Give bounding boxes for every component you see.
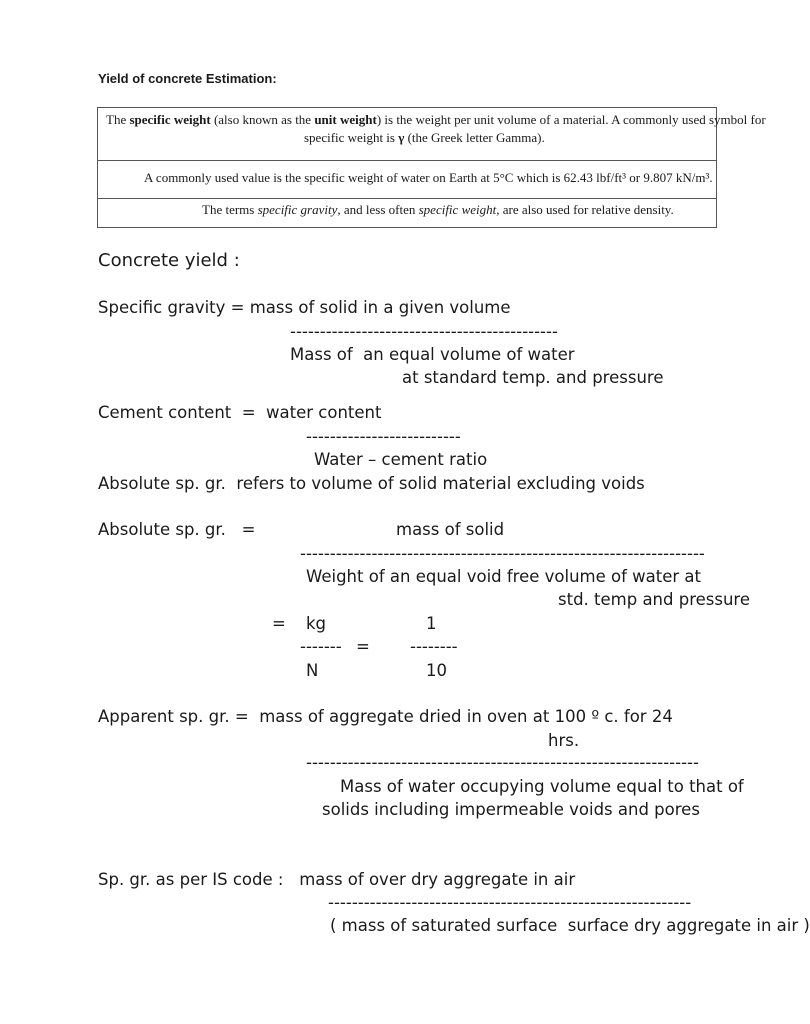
cement-content-formula: Cement content = water content [98, 403, 382, 422]
specific-gravity-term: specific gravity [257, 202, 338, 217]
units-divider-left: ------- [300, 637, 342, 656]
row3-text-a: The terms [202, 202, 258, 217]
row3-text-c: , are also used for relative density. [496, 202, 674, 217]
apparent-sp-gr-denominator-2: solids including impermeable voids and pores [322, 800, 700, 819]
row1-text-a: The [106, 112, 130, 127]
absolute-sp-gr-definition: Absolute sp. gr. refers to volume of solid material excluding voids [98, 474, 645, 493]
concrete-yield-title: Concrete yield : [98, 250, 240, 271]
row1-line2-text-a: specific weight is [304, 130, 399, 145]
is-code-sp-gr-divider: ------------------------------------------------------------- [328, 893, 692, 912]
absolute-sp-gr-label: Absolute sp. gr. = [98, 520, 256, 539]
table-row-water-value [98, 161, 716, 199]
cement-content-divider: -------------------------- [306, 427, 461, 446]
units-ten: 10 [426, 661, 447, 680]
document-heading: Yield of concrete Estimation: [98, 71, 277, 86]
table-row-specific-weight [98, 108, 766, 161]
definition-table [97, 107, 766, 228]
absolute-sp-gr-divider: -------------------------------------------------------------------- [300, 544, 705, 563]
units-one: 1 [426, 614, 437, 633]
row3-text [202, 202, 674, 218]
units-equals-sign: = [272, 614, 286, 633]
table-row-terms [98, 199, 716, 229]
row1-text-c: ) is the weight per unit volume of a material. A commonly used symbol for [376, 112, 766, 127]
units-n: N [306, 661, 319, 680]
absolute-sp-gr-numerator: mass of solid [396, 520, 505, 539]
specific-weight-italic-term: specific weight [418, 202, 497, 217]
units-divider-right: -------- [410, 637, 458, 656]
row1-line2 [304, 130, 545, 146]
specific-gravity-divider: --------------------------------------------- [290, 322, 558, 341]
apparent-sp-gr-denominator-1: Mass of water occupying volume equal to that of [340, 777, 744, 796]
apparent-sp-gr-hours: hrs. [548, 731, 580, 750]
row3-text-b: , and less often [337, 202, 419, 217]
unit-weight-term: unit weight [314, 112, 377, 127]
specific-weight-term: specific weight [129, 112, 211, 127]
specific-gravity-formula: Specific gravity = mass of solid in a given volume [98, 298, 511, 317]
row1-text-b: (also known as the [210, 112, 315, 127]
units-equals-sign-2: = [356, 637, 370, 656]
cement-content-denominator: Water – cement ratio [314, 450, 488, 469]
specific-gravity-denominator-2: at standard temp. and pressure [402, 368, 664, 387]
is-code-sp-gr-denominator: ( mass of saturated surface surface dry aggregate in air ) [330, 916, 810, 935]
apparent-sp-gr-formula: Apparent sp. gr. = mass of aggregate dried in oven at 100 º c. for 24 [98, 707, 673, 726]
absolute-sp-gr-denominator-2: std. temp and pressure [558, 590, 750, 609]
is-code-sp-gr-formula: Sp. gr. as per IS code : mass of over dry aggregate in air [98, 870, 576, 889]
units-kg: kg [306, 614, 327, 633]
row1-line1 [106, 112, 766, 128]
row2-text: A commonly used value is the specific weight of water on Earth at 5°C which is 62.43 lbf/ft³ or 9.807 kN/m³. [144, 170, 713, 185]
gamma-symbol: γ [398, 130, 405, 145]
absolute-sp-gr-denominator-1: Weight of an equal void free volume of water at [306, 567, 702, 586]
apparent-sp-gr-divider: ------------------------------------------------------------------ [306, 753, 699, 772]
specific-gravity-denominator-1: Mass of an equal volume of water [290, 345, 575, 364]
row1-line2-text-b: (the Greek letter Gamma). [404, 130, 545, 145]
